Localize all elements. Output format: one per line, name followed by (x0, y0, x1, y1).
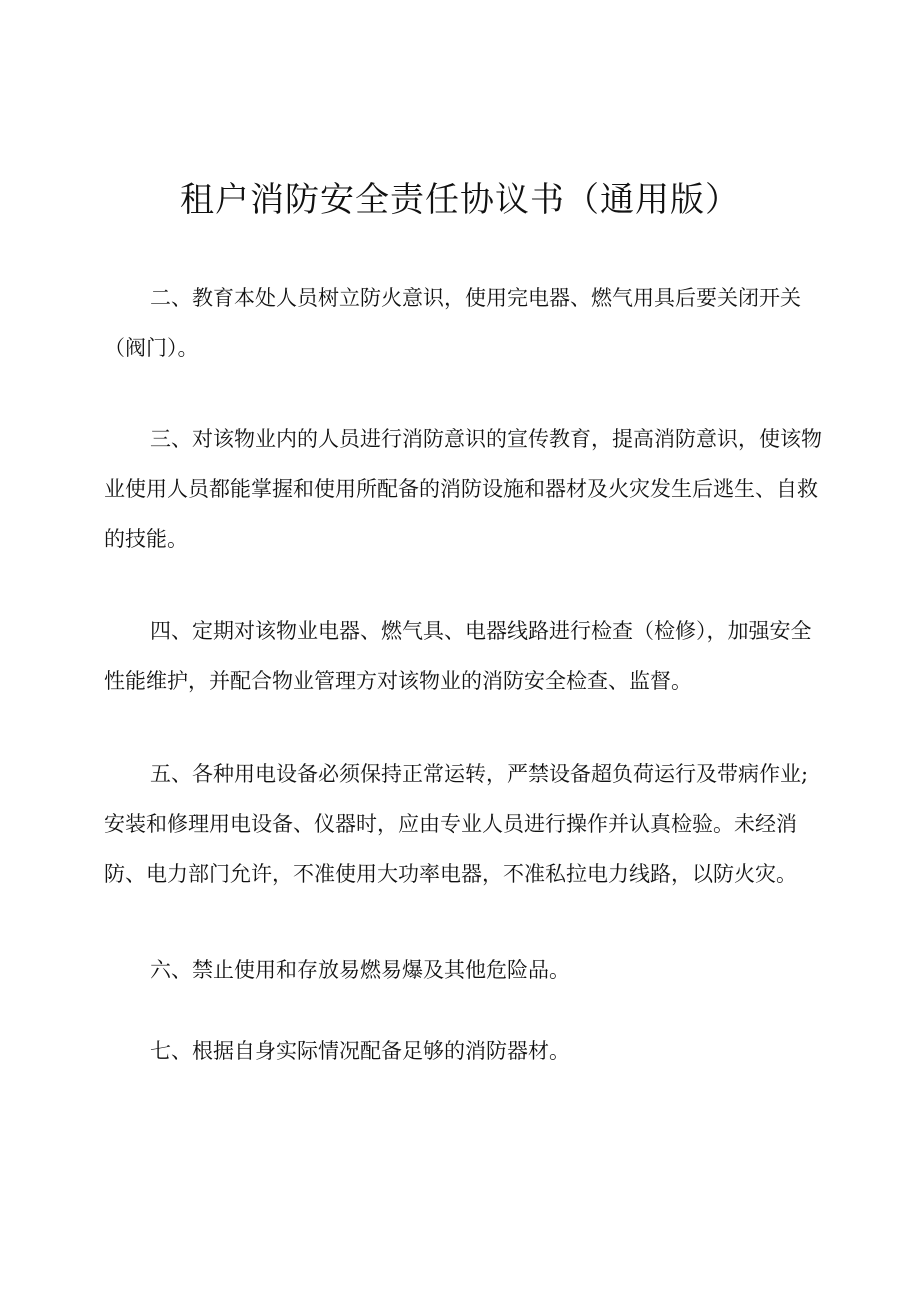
paragraph-clause-3: 三、对该物业内的人员进行消防意识的宣传教育，提高消防意识，使该物业使用人员都能掌握和使用所配备的消防设施和器材及火灾发生后逃生、自救的技能。 (104, 427, 822, 551)
paragraph-clause-5: 五、各种用电设备必须保持正常运转，严禁设备超负荷运行及带病作业;安装和修理用电设备、仪器时，应由专业人员进行操作并认真检验。未经消防、电力部门允许，不准使用大功率电器，不准私拉电力线路，以防火灾。 (104, 762, 809, 886)
document-title: 租户消防安全责任协议书（通用版） (180, 180, 740, 220)
paragraph-clause-2: 二、教育本处人员树立防火意识，使用完电器、燃气用具后要关闭开关（阀门）。 (104, 286, 801, 360)
paragraph-clause-6: 六、禁止使用和存放易燃易爆及其他危险品。 (150, 958, 570, 982)
paragraph-clause-7: 七、根据自身实际情况配备足够的消防器材。 (150, 1039, 570, 1063)
paragraph-clause-4: 四、定期对该物业电器、燃气具、电器线路进行检查（检修），加强安全性能维护，并配合物业管理方对该物业的消防安全检查、监督。 (104, 619, 812, 693)
